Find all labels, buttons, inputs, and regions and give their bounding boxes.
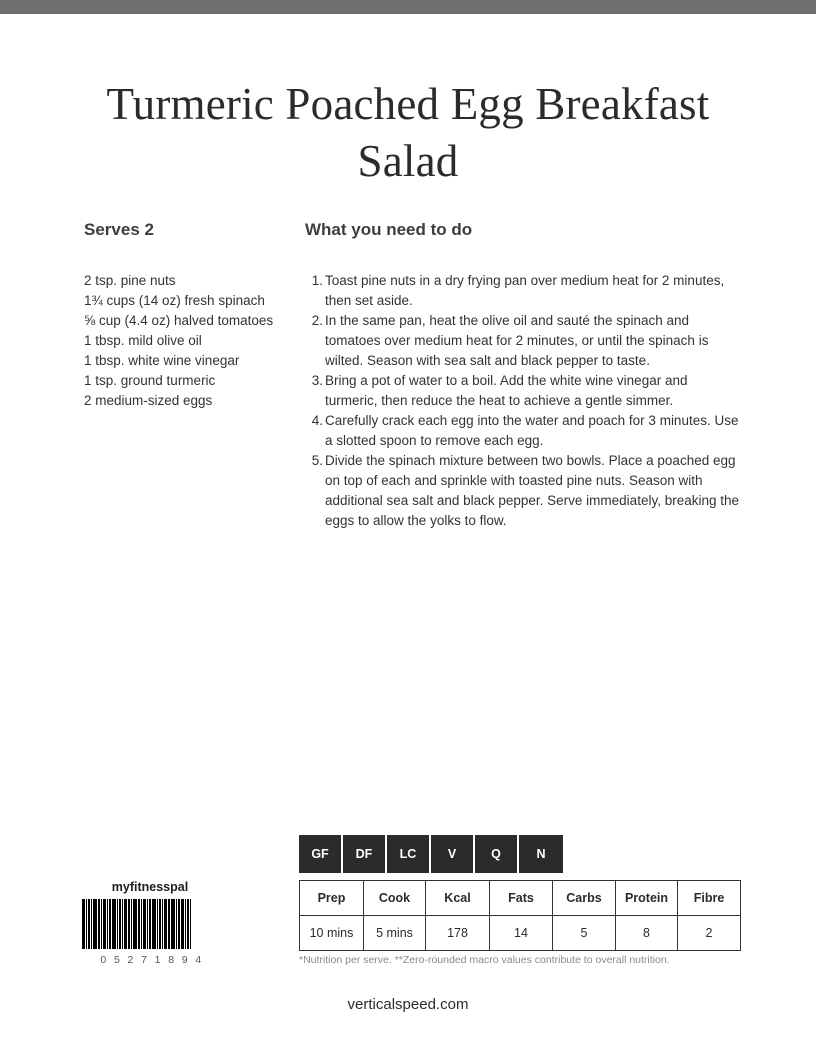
column-header: Cook bbox=[364, 881, 426, 916]
column-header: Fats bbox=[490, 881, 553, 916]
step-number: 1. bbox=[311, 273, 323, 288]
step-text: Bring a pot of water to a boil. Add the white wine vinegar and turmeric, then reduce the heat to achieve a gentle simmer. bbox=[325, 373, 688, 408]
barcode-digits: 0 5 2 7 1 8 9 4 bbox=[100, 954, 204, 966]
list-item: 1 tbsp. white wine vinegar bbox=[84, 353, 240, 368]
table-cell: 5 mins bbox=[364, 916, 426, 951]
status-badge: N bbox=[519, 835, 563, 873]
list-item: 1¾ cups (14 oz) fresh spinach bbox=[84, 293, 265, 308]
step-text: In the same pan, heat the olive oil and sauté the spinach and tomatoes over medium heat for 2 minutes, or until the spinach is wilted. Season with sea salt and black pepper to taste. bbox=[325, 313, 709, 368]
step-text: Carefully crack each egg into the water and poach for 3 minutes. Use a slotted spoon to remove each egg. bbox=[325, 413, 739, 448]
step-text: Divide the spinach mixture between two bowls. Place a poached egg on top of each and sprinkle with toasted pine nuts. Season with additional sea salt and black pepper. Serve immediately, breaking the eggs to allow the yolks to flow. bbox=[325, 453, 739, 528]
table-cell: 5 bbox=[553, 916, 616, 951]
status-badge: V bbox=[431, 835, 475, 873]
list-item: 1 tsp. ground turmeric bbox=[84, 373, 216, 388]
step-number: 2. bbox=[311, 313, 323, 328]
status-badge: LC bbox=[387, 835, 431, 873]
step-number: 4. bbox=[311, 413, 323, 428]
brand-label: myfitnesspal bbox=[111, 880, 189, 894]
table-cell: 14 bbox=[490, 916, 553, 951]
column-header: Carbs bbox=[553, 881, 616, 916]
table-cell: 2 bbox=[678, 916, 741, 951]
website-label: verticalspeed.com bbox=[347, 996, 469, 1013]
serves-heading: Serves 2 bbox=[84, 220, 154, 239]
ingredients-list bbox=[84, 271, 299, 411]
list-item bbox=[308, 271, 740, 311]
column-header: Protein bbox=[616, 881, 678, 916]
nutrition-table bbox=[299, 880, 741, 951]
list-item bbox=[308, 451, 740, 531]
table-cell: 8 bbox=[616, 916, 678, 951]
step-number: 3. bbox=[311, 373, 323, 388]
column-header: Prep bbox=[300, 881, 364, 916]
table-row bbox=[300, 916, 741, 951]
table-cell: 178 bbox=[426, 916, 490, 951]
barcode-icon bbox=[82, 899, 222, 949]
top-bar bbox=[0, 0, 816, 14]
list-item: 1 tbsp. mild olive oil bbox=[84, 333, 202, 348]
recipe-page bbox=[0, 14, 816, 1056]
column-header: Fibre bbox=[678, 881, 741, 916]
list-item bbox=[308, 371, 740, 411]
column-header: Kcal bbox=[426, 881, 490, 916]
status-badge: GF bbox=[299, 835, 343, 873]
steps-list bbox=[308, 271, 740, 531]
list-item bbox=[308, 411, 740, 451]
table-cell: 10 mins bbox=[300, 916, 364, 951]
steps-heading: What you need to do bbox=[305, 220, 473, 239]
nutrition-footnote: *Nutrition per serve. **Zero-rounded macro values contribute to overall nutrition. bbox=[299, 954, 670, 966]
step-text: Toast pine nuts in a dry frying pan over medium heat for 2 minutes, then set aside. bbox=[325, 273, 725, 308]
status-badge: Q bbox=[475, 835, 519, 873]
list-item: ⅝ cup (4.4 oz) halved tomatoes bbox=[84, 313, 274, 328]
step-number: 5. bbox=[311, 453, 323, 468]
table-row bbox=[300, 881, 741, 916]
list-item: 2 medium-sized eggs bbox=[84, 393, 213, 408]
diet-badges bbox=[299, 835, 563, 873]
list-item: 2 tsp. pine nuts bbox=[84, 273, 176, 288]
page-title: Turmeric Poached Egg Breakfast Salad bbox=[106, 79, 710, 186]
list-item bbox=[308, 311, 740, 371]
status-badge: DF bbox=[343, 835, 387, 873]
